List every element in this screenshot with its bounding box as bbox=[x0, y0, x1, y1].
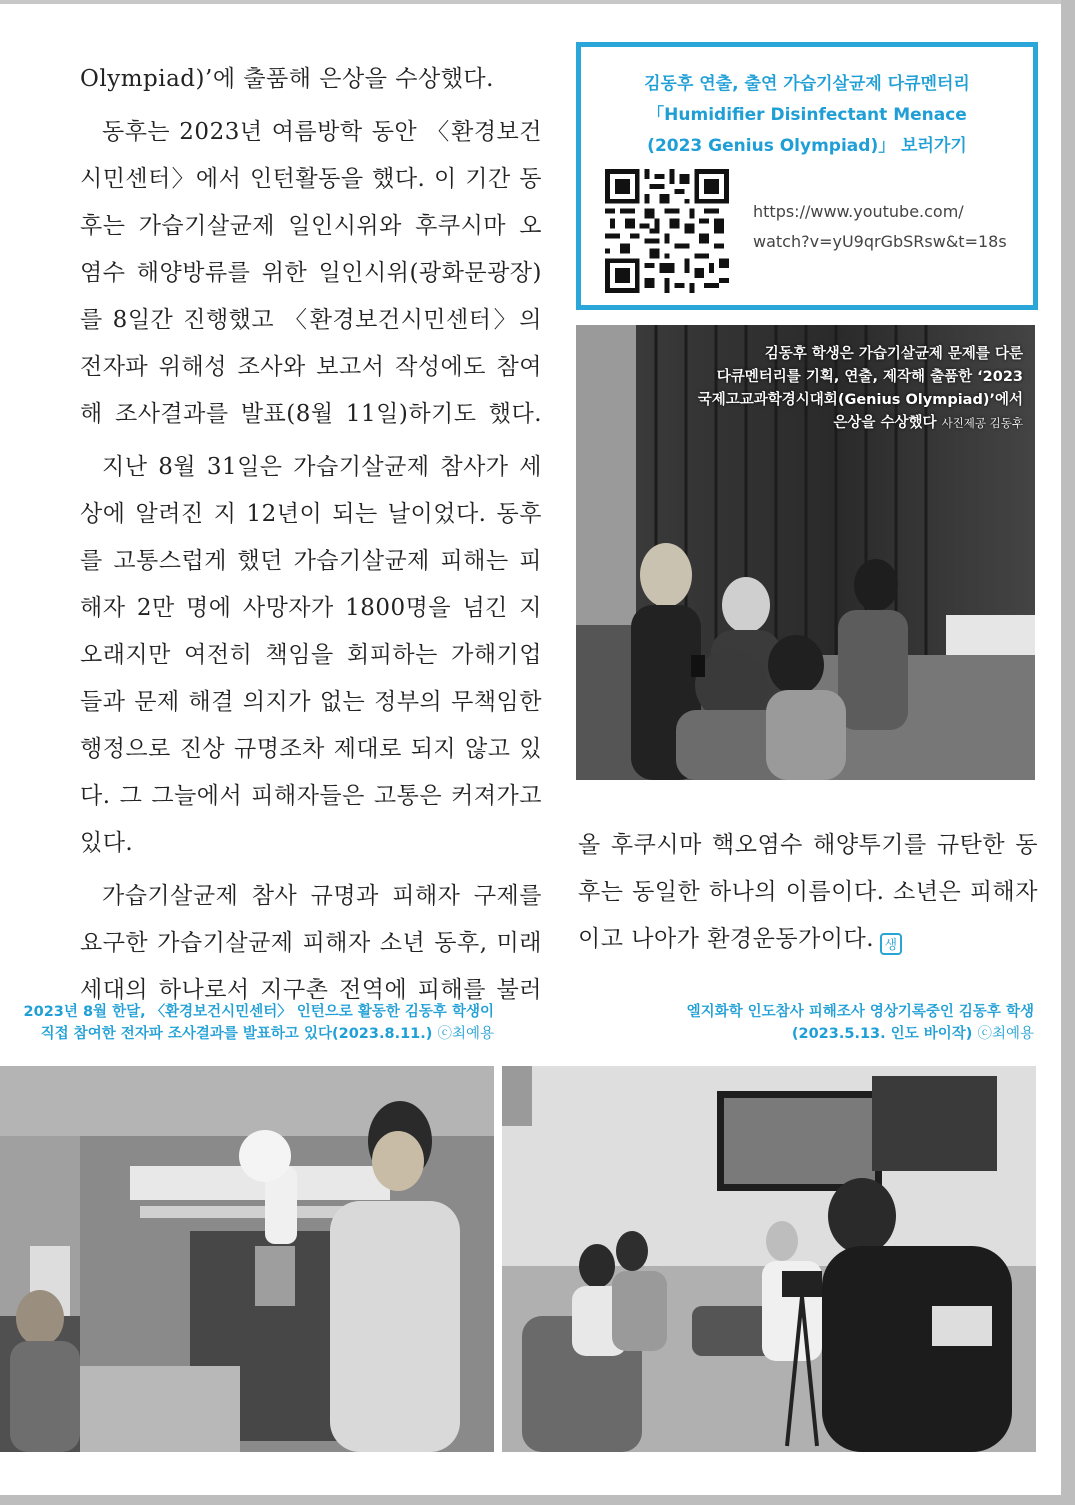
caption-line: 2023년 8월 한달, 〈환경보건시민센터〉 인턴으로 활동한 김동후 학생이 bbox=[23, 1004, 494, 1020]
caption-line: 엘지화학 인도참사 피해조사 영상기록중인 김동후 학생 bbox=[686, 1004, 1034, 1020]
right-column-text bbox=[578, 822, 1038, 963]
paragraph-conclusion-end bbox=[578, 822, 1038, 963]
end-mark-icon: 생 bbox=[880, 933, 902, 955]
qr-link-box[interactable] bbox=[576, 42, 1038, 310]
page-frame-right bbox=[1061, 0, 1075, 1505]
caption-line: 다큐멘터리를 기획, 연출, 제작해 출품한 ‘2023 bbox=[716, 369, 1023, 385]
url-line: https://www.youtube.com/ bbox=[753, 202, 964, 221]
photo-copyright: ⓒ최예용 bbox=[977, 1026, 1034, 1042]
qr-title-line: 「Humidifier Disinfectant Menace bbox=[647, 105, 967, 125]
qr-title-line: 김동후 연출, 출연 가습기살균제 다큐멘터리 bbox=[644, 74, 970, 94]
caption-line bbox=[623, 412, 1023, 435]
page-frame-bottom bbox=[0, 1495, 1075, 1505]
page-frame-top bbox=[0, 0, 1075, 4]
photo-caption-olympiad bbox=[623, 343, 1023, 435]
paragraph-continued: Olympiad)’에 출품해 은상을 수상했다. bbox=[80, 66, 494, 92]
caption-line: 국제고교과학경시대회(Genius Olympiad)’에서 bbox=[697, 392, 1023, 408]
caption-emf-presentation bbox=[0, 1001, 494, 1045]
qr-box-title bbox=[581, 69, 1033, 162]
url-line: watch?v=yU9qrGbSRsw&t=18s bbox=[753, 232, 1007, 251]
photo-copyright: ⓒ최예용 bbox=[437, 1026, 494, 1042]
photo-india-survey bbox=[502, 1066, 1036, 1452]
caption-line bbox=[560, 1023, 1034, 1045]
caption-india-survey bbox=[560, 1001, 1034, 1045]
survey-photo-image bbox=[502, 1066, 1036, 1452]
caption-line-text: 직접 참여한 전자파 조사결과를 발표하고 있다(2023.8.11.) bbox=[40, 1026, 433, 1042]
photo-emf-presentation bbox=[0, 1066, 494, 1452]
youtube-url[interactable] bbox=[753, 197, 1007, 257]
caption-line-text: (2023.5.13. 인도 바이작) bbox=[791, 1026, 973, 1042]
qr-title-line: (2023 Genius Olympiad)」 보러가기 bbox=[647, 136, 967, 156]
left-column-text bbox=[80, 56, 542, 1020]
presentation-photo-image bbox=[0, 1066, 494, 1452]
photo-genius-olympiad bbox=[576, 325, 1035, 780]
photo-credit: 사진제공 김동후 bbox=[941, 416, 1023, 430]
paragraph-conclusion-start: 가습기살균제 참사 규명과 피해자 구제를 요구한 가습기살균제 피해자 소년 동후, 미래 세대의 하나로서 지구촌 전역에 피해를 불러 bbox=[80, 883, 542, 1003]
qr-code-icon[interactable] bbox=[605, 169, 729, 293]
caption-line-text: 은상을 수상했다 bbox=[833, 415, 937, 431]
paragraph-anniversary: 지난 8월 31일은 가습기살균제 참사가 세상에 알려진 지 12년이 되는 날이었다. 동후를 고통스럽게 했던 가습기살균제 피해는 피해자 2만 명에 사망자가 1800명을 넘긴 지 오래지만 여전히 책임을 회피하는 가해기업들과 문제 해결 의지가 없는 정부의 무책임한 행정으로 진상 규명조차 제대로 되지 않고 있다. 그 그늘에서 피해자들은 고통은 커져가고 있다. bbox=[80, 454, 542, 856]
caption-line bbox=[0, 1023, 494, 1045]
paragraph-text: 올 후쿠시마 핵오염수 해양투기를 규탄한 동후는 동일한 하나의 이름이다. 소년은 피해자이고 나아가 환경운동가이다. bbox=[578, 832, 1038, 952]
caption-line: 김동후 학생은 가습기살균제 문제를 다룬 bbox=[764, 346, 1023, 362]
paragraph-internship: 동후는 2023년 여름방학 동안 〈환경보건시민센터〉에서 인턴활동을 했다. 이 기간 동후는 가습기살균제 일인시위와 후쿠시마 오염수 해양방류를 위한 일인시위(광화문광장)를 8일간 진행했고 〈환경보건시민센터〉의 전자파 위해성 조사와 보고서 작성에도 참여해 조사결과를 발표(8월 11일)하기도 했다. bbox=[80, 119, 542, 427]
